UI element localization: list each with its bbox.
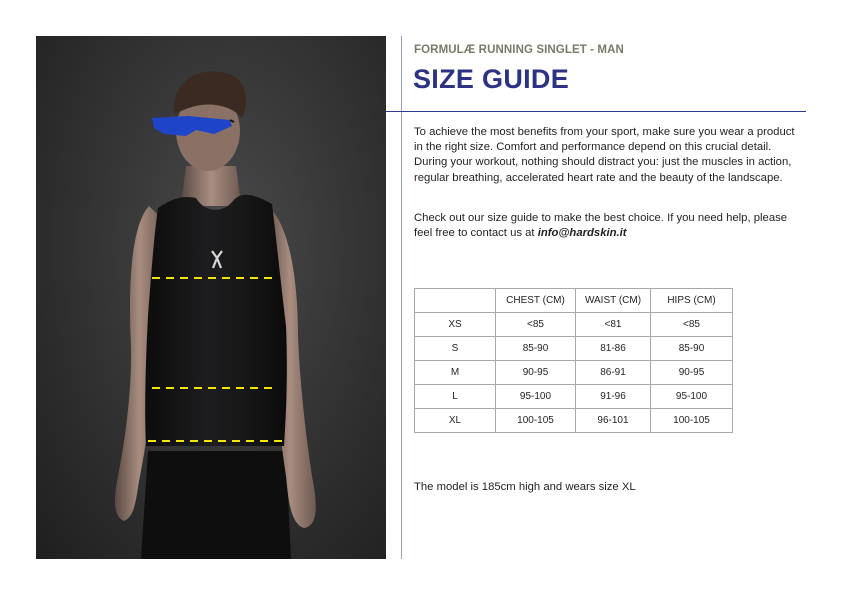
help-paragraph	[414, 211, 806, 241]
waist-value: 91-96	[576, 385, 651, 409]
table-header-row	[415, 289, 733, 313]
waist-value: 81-86	[576, 337, 651, 361]
size-label: L	[415, 385, 496, 409]
hips-value: 90-95	[651, 361, 733, 385]
table-row	[415, 313, 733, 337]
table-row	[415, 337, 733, 361]
table-header-hips: HIPS (CM)	[651, 289, 733, 313]
hips-value: 85-90	[651, 337, 733, 361]
table-header-corner	[415, 289, 496, 313]
waist-value: <81	[576, 313, 651, 337]
intro-paragraph: To achieve the most benefits from your sport, make sure you wear a product in the right size. Comfort and performance depend on this crucial detail. During your workout, nothing should distract you: just the muscles in action, regular breathing, accelerated heart rate and the beauty of the landscape.	[414, 126, 795, 184]
model-illustration	[36, 36, 386, 559]
page-title: SIZE GUIDE	[413, 64, 570, 94]
table-header-waist: WAIST (CM)	[576, 289, 651, 313]
contact-email[interactable]: info@hardskin.it	[537, 227, 627, 240]
model-size-note: The model is 185cm high and wears size XL	[414, 481, 636, 493]
table-row	[415, 385, 733, 409]
hips-value: <85	[651, 313, 733, 337]
table-header-chest: CHEST (CM)	[496, 289, 576, 313]
hips-value: 100-105	[651, 409, 733, 433]
waist-value: 96-101	[576, 409, 651, 433]
chest-value: 100-105	[496, 409, 576, 433]
chest-value: 95-100	[496, 385, 576, 409]
model-photo	[36, 36, 386, 559]
size-table	[414, 288, 733, 433]
title-rule	[386, 111, 806, 112]
table-row	[415, 361, 733, 385]
product-name: FORMULÆ RUNNING SINGLET - MAN	[414, 44, 624, 56]
size-label: M	[415, 361, 496, 385]
size-label: S	[415, 337, 496, 361]
chest-value: <85	[496, 313, 576, 337]
waist-value: 86-91	[576, 361, 651, 385]
table-row	[415, 409, 733, 433]
help-text: Check out our size guide to make the best choice. If you need help, please feel free to contact us at	[414, 212, 788, 240]
chest-value: 90-95	[496, 361, 576, 385]
vertical-divider	[401, 36, 402, 559]
hips-value: 95-100	[651, 385, 733, 409]
size-label: XL	[415, 409, 496, 433]
chest-value: 85-90	[496, 337, 576, 361]
size-label: XS	[415, 313, 496, 337]
